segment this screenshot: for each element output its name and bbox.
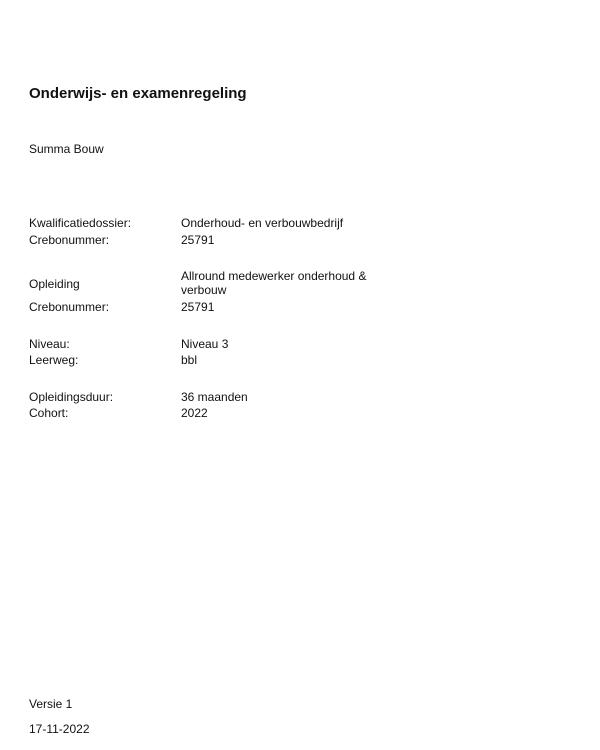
leerweg-value: bbl (181, 353, 198, 367)
kwalificatiedossier-label: Kwalificatiedossier: (29, 216, 132, 230)
organization-name: Summa Bouw (29, 142, 104, 156)
crebonummer-label-2: Crebonummer: (29, 300, 110, 314)
document-date: 17-11-2022 (29, 722, 90, 736)
document-title: Onderwijs- en examenregeling (29, 85, 247, 102)
cohort-value: 2022 (181, 406, 208, 420)
kwalificatiedossier-value: Onderhoud- en verbouwbedrijf (181, 216, 344, 230)
opleidingsduur-label: Opleidingsduur: (29, 390, 114, 404)
document-version: Versie 1 (29, 697, 73, 711)
niveau-value: Niveau 3 (181, 337, 229, 351)
opleiding-label: Opleiding (29, 277, 80, 291)
niveau-label: Niveau: (29, 337, 70, 351)
leerweg-label: Leerweg: (29, 353, 79, 367)
crebonummer-value-1: 25791 (181, 233, 215, 247)
crebonummer-label-1: Crebonummer: (29, 233, 110, 247)
crebonummer-value-2: 25791 (181, 300, 215, 314)
opleiding-value: Allround medewerker onderhoud & verbouw (181, 269, 367, 297)
opleidingsduur-value: 36 maanden (181, 390, 248, 404)
cohort-label: Cohort: (29, 406, 69, 420)
